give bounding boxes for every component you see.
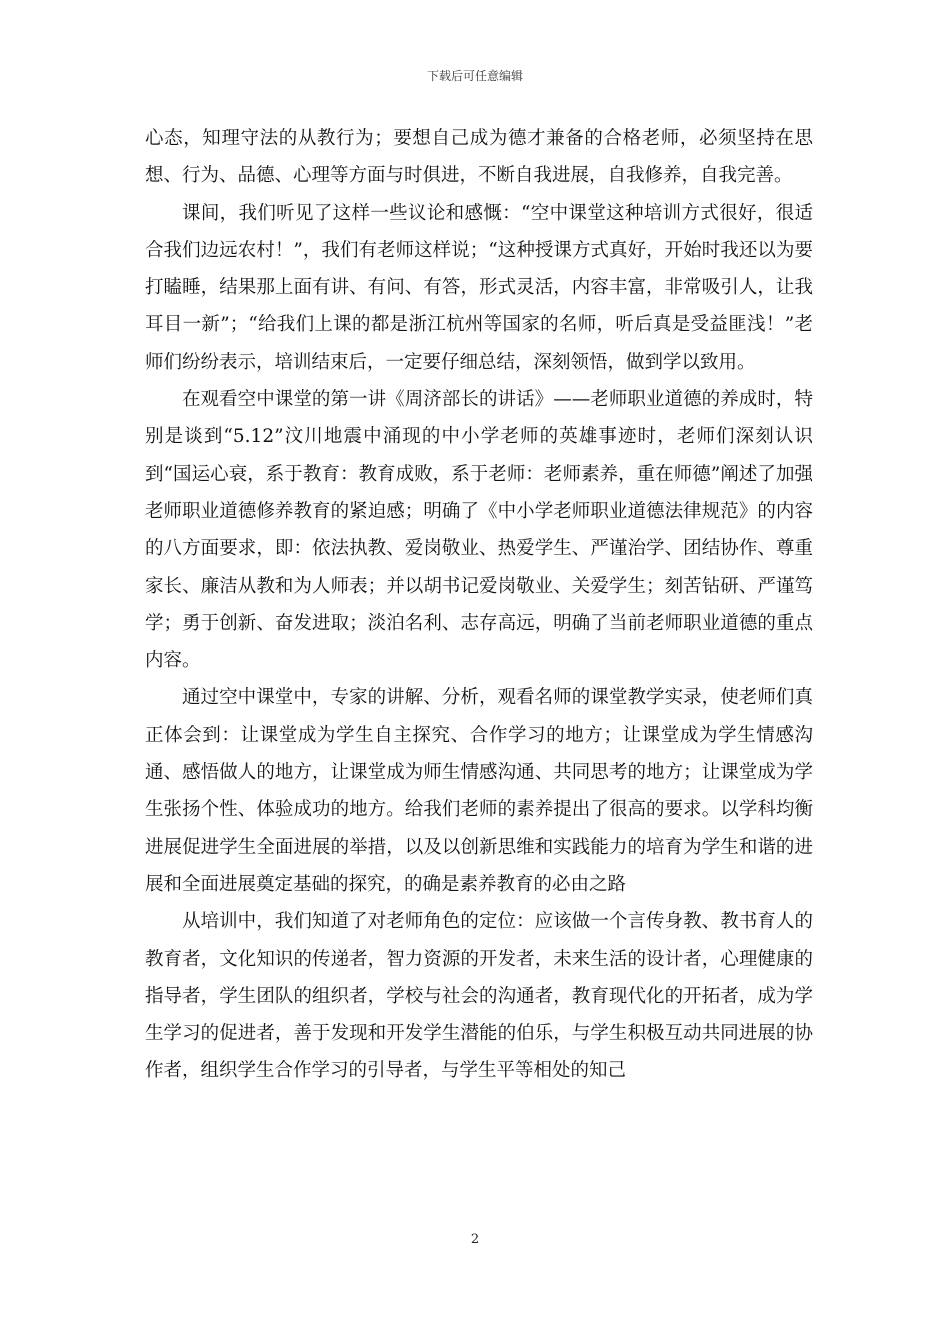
page-number: 2 [470, 1232, 480, 1247]
paragraph-3: 在观看空中课堂的第一讲《周济部长的讲话》——老师职业道德的养成时，特别是谈到“5.12”汶川地震中涌现的中小学老师的英雄事迹时，老师们深刻认识到“国运心衰，系于教育：教育成败，系于老师：老师素养，重在师德”阐述了加强老师职业道德修养教育的紧迫感；明确了《中小学老师职业道德法律规范》的内容的八方面要求，即：依法执教、爱岗敬业、热爱学生、严谨治学、团结协作、尊重家长、廉洁从教和为人师表；并以胡书记爱岗敬业、关爱学生；刻苦钻研、严谨笃学；勇于创新、奋发进取；淡泊名利、志存高远，明确了当前老师职业道德的重点内容。 [145, 389, 813, 672]
paragraph-5: 从培训中，我们知道了对老师角色的定位：应该做一个言传身教、教书育人的教育者，文化知识的传递者，智力资源的开发者，未来生活的设计者，心理健康的指导者，学生团队的组织者，学校与社会的沟通者，教育现代化的开拓者，成为学生学习的促进者，善于发现和开发学生潜能的伯乐，与学生积极互动共同进展的协作者，组织学生合作学习的引导者，与学生平等相处的知己 [145, 911, 813, 1082]
page-header: 下载后可任意编辑 [426, 69, 523, 83]
paragraph-2: 课间，我们听见了这样一些议论和感慨：“空中课堂这种培训方式很好，很适合我们边远农村！”，我们有老师这样说；“这种授课方式真好，开始时我还以为要打瞌睡，结果那上面有讲、有问、有答，形式灵活，内容丰富，非常吸引人，让我耳目一新”；“给我们上课的都是浙江杭州等国家的名师，听后真是受益匪浅！”老师们纷纷表示，培训结束后，一定要仔细总结，深刻领悟，做到学以致用。 [145, 202, 813, 373]
paragraph-4: 通过空中课堂中，专家的讲解、分析，观看名师的课堂教学实录，使老师们真正体会到：让课堂成为学生自主探究、合作学习的地方；让课堂成为学生情感沟通、感悟做人的地方，让课堂成为师生情感沟通、共同思考的地方；让课堂成为学生张扬个性、体验成功的地方。给我们老师的素养提出了很高的要求。以学科均衡进展促进学生全面进展的举措，以及以创新思维和实践能力的培育为学生和谐的进展和全面进展奠定基础的探究，的确是素养教育的必由之路 [145, 687, 813, 895]
document-body [145, 120, 813, 1090]
paragraph-1: 心态，知理守法的从教行为；要想自己成为德才兼备的合格老师，必须坚持在思想、行为、品德、心理等方面与时俱进，不断自我进展，自我修养，自我完善。 [145, 128, 813, 187]
